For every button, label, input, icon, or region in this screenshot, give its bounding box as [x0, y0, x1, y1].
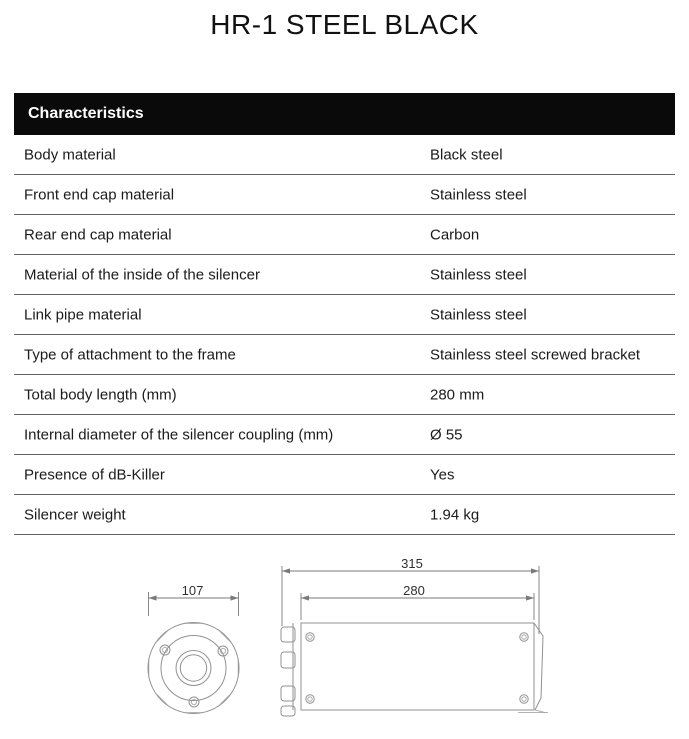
front-view-rivets [160, 645, 228, 707]
spec-label: Link pipe material [24, 306, 142, 323]
table-row [14, 255, 675, 295]
spec-value: Black steel [430, 146, 503, 163]
dimension-107 [149, 583, 239, 616]
table-row [14, 455, 675, 495]
total-length-label: 315 [401, 556, 423, 571]
side-view-drawing [281, 556, 548, 716]
spec-value: Stainless steel [430, 266, 527, 283]
front-view-drawing [148, 583, 239, 714]
spec-value: Yes [430, 466, 455, 483]
table-row [14, 335, 675, 375]
table-row [14, 295, 675, 335]
characteristics-table [14, 93, 675, 535]
silencer-body [301, 623, 534, 710]
spec-value: Carbon [430, 226, 480, 243]
spec-label: Silencer weight [24, 506, 126, 523]
spec-label: Rear end cap material [24, 226, 172, 243]
silencer-drawing-svg [0, 540, 689, 739]
table-row [14, 415, 675, 455]
spec-label: Total body length (mm) [24, 386, 177, 403]
spec-label: Material of the inside of the silencer [24, 266, 260, 283]
spec-value: 1.94 kg [430, 506, 480, 523]
spec-label: Body material [24, 146, 116, 163]
spec-value: Ø 55 [430, 426, 463, 443]
dimension-280 [301, 583, 534, 620]
page-title: HR-1 STEEL BLACK [210, 9, 479, 40]
exhaust-opening [176, 651, 211, 686]
spec-value: Stainless steel [430, 306, 527, 323]
table-header: Characteristics [14, 93, 675, 135]
spec-value: Stainless steel screwed bracket [430, 346, 641, 363]
spec-label: Front end cap material [24, 186, 175, 203]
technical-drawing [0, 540, 689, 739]
rear-cap [534, 623, 543, 710]
front-diameter-label: 107 [181, 583, 204, 598]
spec-label: Internal diameter of the silencer coupling (mm) [24, 426, 334, 443]
table-row [14, 135, 675, 175]
body-length-label: 280 [403, 583, 425, 598]
spec-label: Type of attachment to the frame [24, 346, 236, 363]
table-row [14, 215, 675, 255]
table-row [14, 175, 675, 215]
table-row [14, 495, 675, 535]
side-view-rivets [306, 633, 528, 703]
spec-value: 280 mm [430, 386, 485, 403]
spec-value: Stainless steel [430, 186, 527, 203]
table-row [14, 375, 675, 415]
spec-label: Presence of dB-Killer [24, 466, 165, 483]
